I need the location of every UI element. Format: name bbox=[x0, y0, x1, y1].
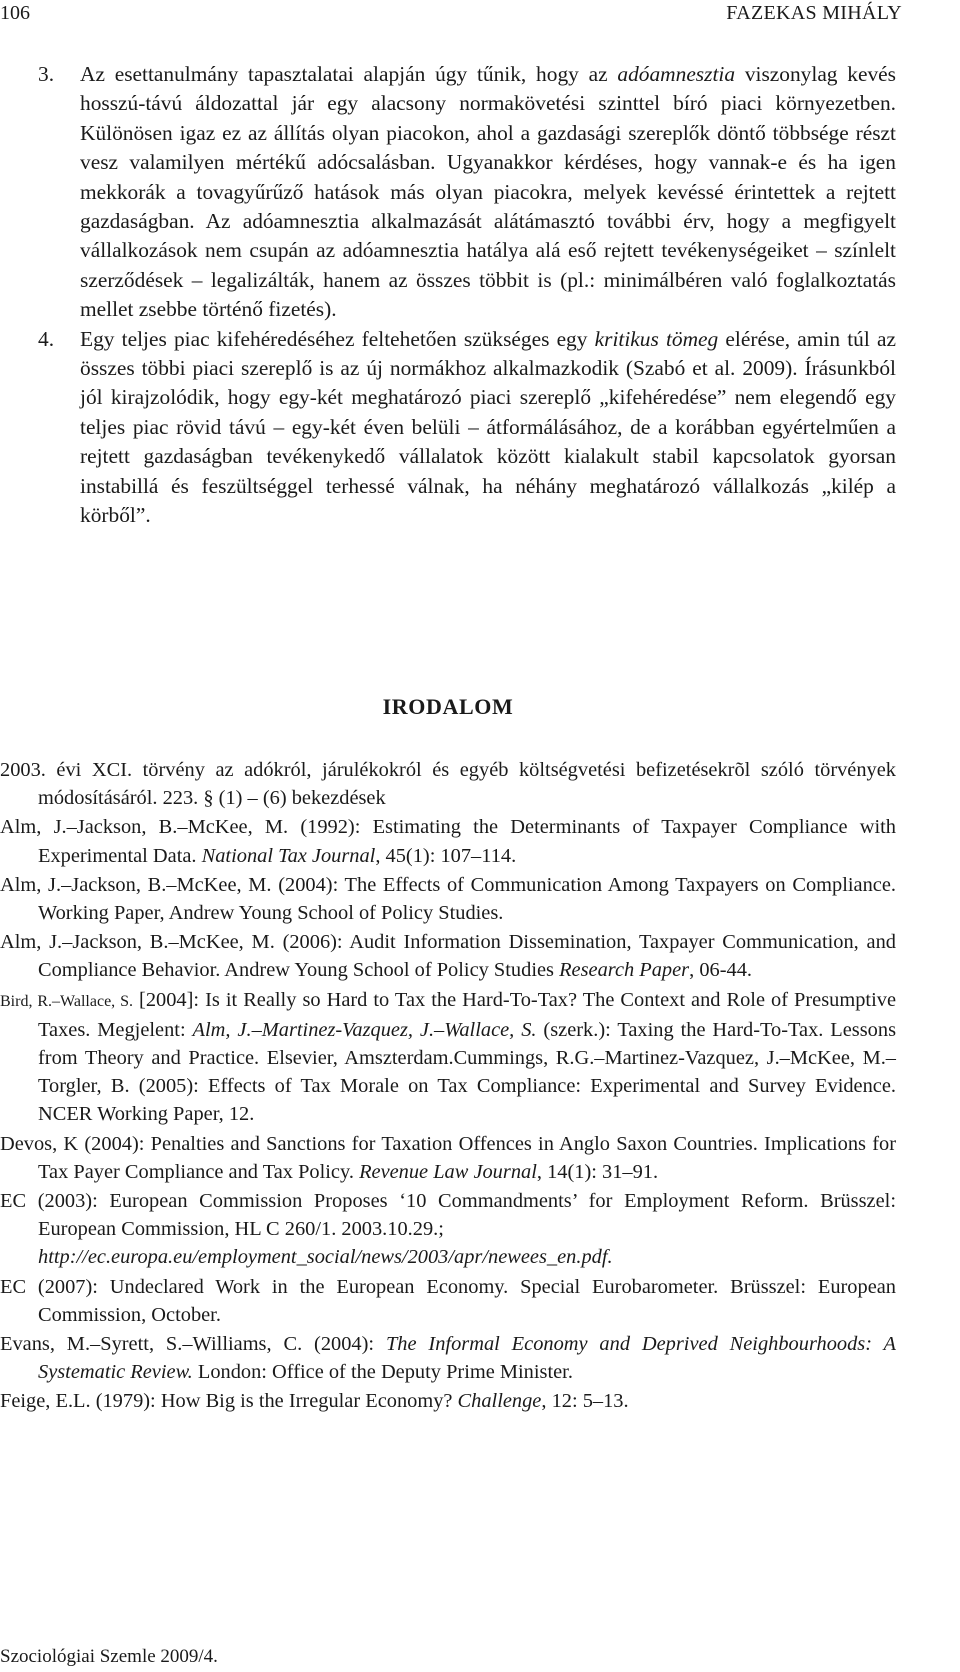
reference-list bbox=[0, 756, 896, 1417]
page-number: 106 bbox=[0, 2, 30, 24]
running-head: FAZEKAS MIHÁLY bbox=[726, 2, 902, 24]
ref-text: [2004]: Is it Really so Hard to Tax the Hard-To-Tax? The Context and Role of Presumptive Taxes. Megjelent: bbox=[38, 988, 896, 1041]
ref-text: Alm, J.–Jackson, B.–McKee, M. (2004): The Effects of Communication Among Taxpayers on Compliance. Working Paper, Andrew Young School of Policy Studies. bbox=[0, 873, 896, 925]
ref-editors: Alm, J.–Martinez-Vazquez, J.–Wallace, S. bbox=[192, 1018, 537, 1041]
reference-entry bbox=[0, 986, 896, 1129]
emphasis-term: adóamnesztia bbox=[617, 62, 736, 86]
text-run: Egy teljes piac kifehéredéséhez feltehetően szükséges egy bbox=[80, 326, 595, 351]
text-run: Az esettanulmány tapasztalatai alapján úgy tűnik, hogy az bbox=[80, 62, 618, 86]
text-run: viszonylag kevés hosszú-távú áldozattal jár egy alacsony normakövetési szinttel bíró piaci környezetben. Különösen igaz ez az állítás olyan piacokon, ahol a gazdasági szereplők döntő többsége részt vesz valamilyen mértékű adócsalásban. Ugyanakkor kérdéses, hogy vannak-e és ha igen mekkorák a tovagyűrűző hatások más olyan piacokra, melyek kevéssé érintettek a rejtett gazdaságban. Az adóamnesztia alkalmazását alátámasztó további érv, hogy a megfigyelt vállalkozások nem csupán az adóamnesztia hatálya alá eső rejtett tevékenységeiket – színlelt szerződések – legalizálták, hanem az összes többit is (pl.: minimálbéren való foglalkoztatás mellet zsebbe történő fizetés). bbox=[80, 62, 896, 322]
ref-text: , 45(1): 107–114. bbox=[375, 844, 517, 867]
ref-journal: Research Paper bbox=[559, 959, 690, 982]
item-number: 3. bbox=[38, 62, 55, 86]
ref-text: , 12: 5–13. bbox=[541, 1390, 629, 1413]
ref-text: EC (2003): European Commission Proposes ‘10 Commandments’ for Employment Reform. Brüsszel: European Commission, HL C 260/1. 2003.10.29.; bbox=[0, 1190, 896, 1241]
emphasis-term: kritikus tömeg bbox=[594, 326, 719, 351]
ref-url-link[interactable]: http://ec.europa.eu/employment_social/news/2003/apr/newees_en.pdf. bbox=[38, 1246, 613, 1269]
reference-entry bbox=[0, 756, 896, 812]
ref-text: Alm, J.–Jackson, B.–McKee, M. (2006): Audit Information Dissemination, Taxpayer Communication, and Compliance Behavior. Andrew Young School of Policy Studies bbox=[0, 931, 896, 982]
ref-authors: Bird, R.–Wallace, S. bbox=[0, 992, 133, 1010]
text-run: elérése, amin túl az összes többi piaci szereplő is az új normákhoz alkalmazkodik (Szabó et al. 2009). Írásunkból jól kirajzolódik, hogy egy-két meghatározó piaci szereplő „kifehéredése” nem elegendő egy teljes piac rövid távú – egy-két éven belüli – átformálásához, de a korábban egyértelműen a rejtett gazdaságban tevékenykedő vállalatok között kialakult stabil kapcsolatok gyorsan instabillá és feszültséggel terhessé válnak, ha néhány meghatározó vállalkozás „kilép a körből”. bbox=[80, 326, 896, 528]
reference-entry bbox=[0, 1330, 896, 1386]
ref-text: (szerk.): Taxing the Hard-To-Tax. Lessons from Theory and Practice. Elsevier, Amszterdam.Cummings, R.G.–Martinez-Vazquez, J.–McKee, M.–Torgler, B. (2005): Effects of Tax Morale on Tax Compliance: Experimental and Survey Evidence. NCER Working Paper, 12. bbox=[38, 1018, 897, 1126]
ref-text: EC (2007): Undeclared Work in the European Economy. Special Eurobarometer. Brüsszel: European Commission, October. bbox=[0, 1275, 896, 1326]
ref-title: The Informal Economy and Deprived Neighbourhoods: A Systematic Review. bbox=[38, 1333, 896, 1384]
item-number: 4. bbox=[38, 326, 55, 351]
reference-entry bbox=[0, 1273, 896, 1329]
reference-entry bbox=[0, 813, 896, 869]
ref-text: 2003. évi XCI. törvény az adókról, járulékokról és egyéb költségvetési befizetésekrõl szóló törvények módosításáról. 223. § (1) – (6) bekezdések bbox=[0, 759, 896, 810]
section-heading-references: IRODALOM bbox=[382, 694, 514, 719]
reference-entry bbox=[0, 1387, 896, 1415]
ref-journal: National Tax Journal bbox=[201, 844, 376, 867]
conclusion-item-4 bbox=[38, 325, 896, 531]
page-header bbox=[0, 2, 960, 30]
numbered-conclusions bbox=[38, 60, 896, 531]
ref-text: Alm, J.–Jackson, B.–McKee, M. (1992): Estimating the Determinants of Taxpayer Compliance with Experimental Data. bbox=[0, 816, 896, 867]
conclusion-item-3 bbox=[38, 60, 896, 325]
ref-text: , 14(1): 31–91. bbox=[536, 1160, 659, 1183]
ref-text: Evans, M.–Syrett, S.–Williams, C. (2004): bbox=[0, 1333, 386, 1356]
ref-journal: Challenge bbox=[457, 1390, 542, 1413]
item-text bbox=[80, 60, 896, 325]
item-text bbox=[80, 325, 896, 531]
ref-text: Feige, E.L. (1979): How Big is the Irregular Economy? bbox=[0, 1390, 458, 1413]
ref-text: , 06-44. bbox=[689, 959, 752, 982]
ref-text: London: Office of the Deputy Prime Minister. bbox=[192, 1361, 573, 1384]
ref-text: Devos, K (2004): Penalties and Sanctions for Taxation Offences in Anglo Saxon Countries. Implications for Tax Payer Compliance and Tax Policy. bbox=[0, 1132, 896, 1183]
reference-entry bbox=[0, 1130, 896, 1186]
reference-entry bbox=[0, 1187, 896, 1272]
reference-entry bbox=[0, 871, 896, 927]
reference-entry bbox=[0, 928, 896, 984]
ref-journal: Revenue Law Journal bbox=[359, 1160, 537, 1183]
page-footer: Szociológiai Szemle 2009/4. bbox=[0, 1646, 218, 1667]
